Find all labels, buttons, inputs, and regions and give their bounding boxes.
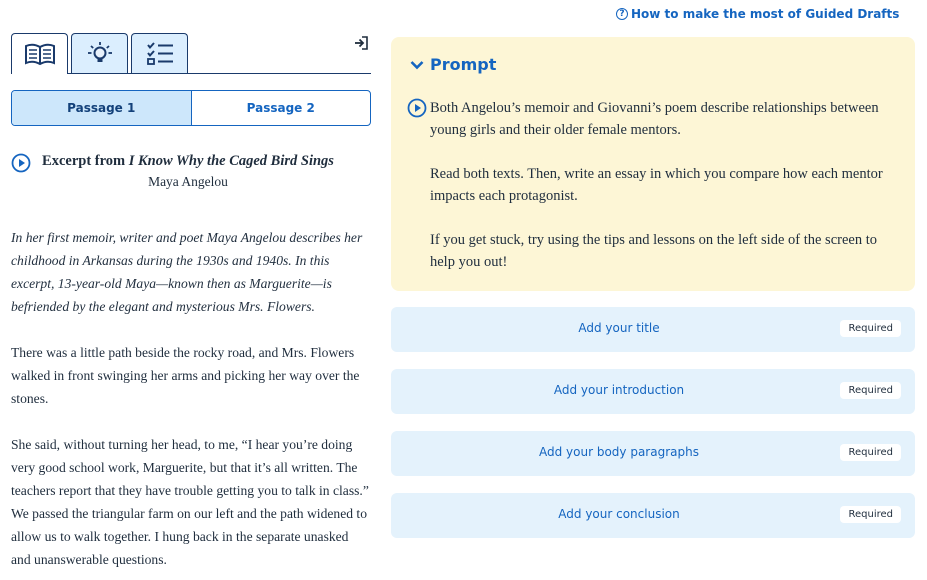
open-book-icon xyxy=(24,41,56,67)
play-audio-icon[interactable] xyxy=(407,98,427,118)
passage-switch xyxy=(11,90,371,126)
add-body-paragraphs-section[interactable] xyxy=(391,431,915,476)
required-badge: Required xyxy=(840,444,901,461)
prompt-paragraph: Read both texts. Then, write an essay in which you compare how each mentor impacts each protagonist. xyxy=(430,166,883,204)
excerpt-title xyxy=(40,152,336,170)
passage-paragraph: There was a little path beside the rocky road, and Mrs. Flowers walked in front swinging her arms and picking her way over the stones. xyxy=(11,345,360,406)
excerpt-book-title: I Know Why the Caged Bird Sings xyxy=(128,153,334,169)
chevron-down-icon xyxy=(410,60,424,70)
checklist-icon xyxy=(144,41,176,67)
passage-intro: In her first memoir, writer and poet Maya Angelou describes her childhood in Arkansas during the 1930s and 1940s. In this excerpt, 13-year-old Maya—known then as Marguerite—is befriended by the elegant and mysterious Mrs. Flowers. xyxy=(11,230,363,314)
passage-paragraph: She said, without turning her head, to me, “I hear you’re doing very good school work, Marguerite, but that it’s all written. The teachers report that they have trouble getting you to talk in class.” We passed the triangular farm on our left and the path widened to allow us to walk together. I hung back in the separate unasked and unanswerable questions. xyxy=(11,437,369,567)
play-audio-icon[interactable] xyxy=(11,153,31,173)
lightbulb-icon xyxy=(84,41,116,67)
required-badge: Required xyxy=(840,506,901,523)
passage-text xyxy=(11,226,369,580)
question-icon: ? xyxy=(616,8,628,20)
section-label: Add your introduction xyxy=(553,383,685,397)
help-link[interactable] xyxy=(616,7,899,21)
passage-1-button[interactable]: Passage 1 xyxy=(12,91,192,125)
tab-checklist[interactable] xyxy=(131,33,188,73)
excerpt-heading xyxy=(40,152,336,190)
required-badge: Required xyxy=(840,320,901,337)
prompt-paragraph: If you get stuck, try using the tips and lessons on the left side of the screen to help you out! xyxy=(430,232,877,270)
add-introduction-section[interactable] xyxy=(391,369,915,414)
tab-tips[interactable] xyxy=(71,33,128,73)
prompt-card xyxy=(391,37,915,291)
help-link-label: How to make the most of Guided Drafts xyxy=(631,7,900,21)
prompt-paragraph: Both Angelou’s memoir and Giovanni’s poem describe relationships between young girls and their older female mentors. xyxy=(430,100,879,138)
passage-2-button[interactable]: Passage 2 xyxy=(246,101,315,115)
excerpt-author: Maya Angelou xyxy=(148,174,228,189)
tool-tabs xyxy=(11,33,371,74)
prompt-heading: Prompt xyxy=(430,55,497,74)
prompt-toggle[interactable] xyxy=(410,55,496,74)
excerpt-title-prefix: Excerpt from xyxy=(42,153,129,169)
exit-icon[interactable] xyxy=(353,35,369,51)
tab-book[interactable] xyxy=(11,33,68,74)
add-title-section[interactable] xyxy=(391,307,915,352)
add-conclusion-section[interactable] xyxy=(391,493,915,538)
section-label: Add your conclusion xyxy=(558,507,680,521)
section-label: Add your title xyxy=(578,321,660,335)
section-label: Add your body paragraphs xyxy=(539,445,699,459)
required-badge: Required xyxy=(840,382,901,399)
prompt-body xyxy=(430,97,900,295)
